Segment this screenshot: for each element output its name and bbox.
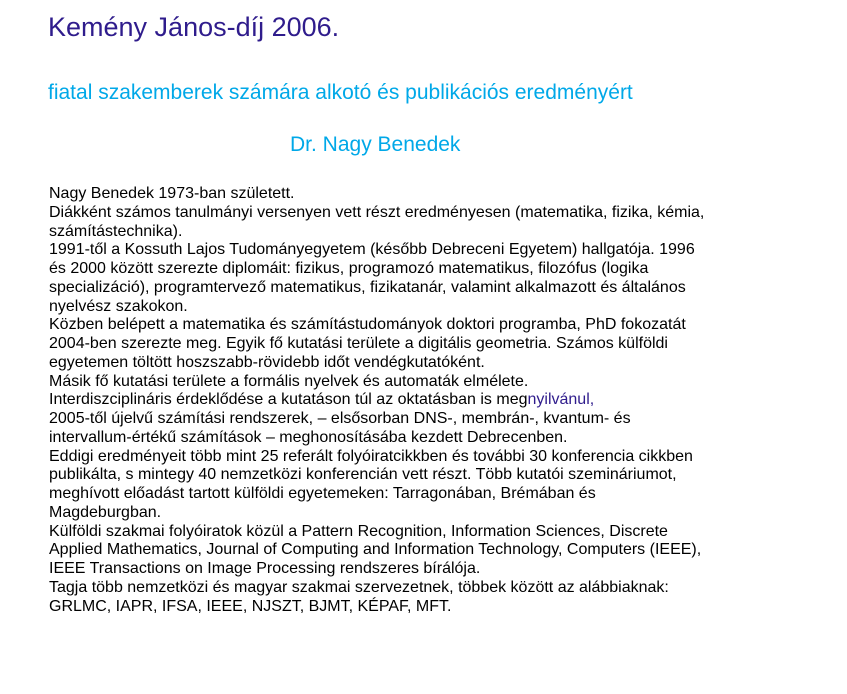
text-line: GRLMC, IAPR, IFSA, IEEE, NJSZT, BJMT, KÉPAF, MFT.	[49, 597, 452, 615]
text-line: 2005-től újelvű számítási rendszerek, – elsősorban DNS-, membrán-, kvantum- és	[49, 410, 631, 427]
text-line: Tagja több nemzetközi és magyar szakmai szervezetnek, többek között az alábbiaknak:	[49, 578, 669, 596]
text-line: Magdeburgban.	[49, 503, 162, 521]
text-line: specializáció), programtervező matematikus, fizikatanár, valamint alkalmazott és általános	[49, 278, 686, 296]
author-name: Dr. Nagy Benedek	[290, 133, 461, 156]
text-line: meghívott előadást tartott külföldi egyetemeken: Tarragonában, Brémában és	[49, 485, 596, 502]
text-line: 2004-ben szerezte meg. Egyik fő kutatási területe a digitális geometria. Számos külföldi	[49, 335, 668, 352]
text-line: Külföldi szakmai folyóiratok közül a Pattern Recognition, Information Sciences, Discrete	[49, 522, 668, 540]
text-span: Interdiszciplináris érdeklődése a kutatáson túl az oktatásban is meg	[49, 391, 528, 409]
highlighted-text: nyilvánul,	[527, 391, 595, 409]
page-title: Kemény János-díj 2006.	[48, 12, 340, 42]
text-line: Közben belépett a matematika és számítástudományok doktori programba, PhD fokozatát	[49, 316, 686, 334]
text-line: IEEE Transactions on Image Processing rendszeres bírálója.	[49, 560, 481, 577]
text-line: 1991-től a Kossuth Lajos Tudományegyetem (később Debreceni Egyetem) hallgatója. 1996	[49, 241, 695, 259]
text-line: Applied Mathematics, Journal of Computing and Information Technology, Computers (IEEE),	[49, 541, 702, 559]
text-line: publikálta, s mintegy 40 nemzetközi konferencián vett részt. Több kutatói szemináriumot,	[49, 466, 677, 484]
text-line: Eddigi eredményeit több mint 25 referált folyóiratcikkben és további 30 konferencia cikkben	[49, 447, 693, 465]
text-line: Diákként számos tanulmányi versenyen vett részt eredményesen (matematika, fizika, kémia,	[49, 203, 705, 221]
text-line: számítástechnika).	[49, 222, 183, 240]
text-line: egyetemen töltött hoszszabb-rövidebb időt vendégkutatóként.	[49, 353, 485, 371]
biography-text	[49, 185, 704, 616]
text-line: Nagy Benedek 1973-ban született.	[49, 185, 295, 202]
text-line	[49, 391, 704, 410]
page-subtitle: fiatal szakemberek számára alkotó és publikációs eredményért	[48, 81, 633, 104]
text-line: nyelvész szakokon.	[49, 297, 188, 315]
text-line: Másik fő kutatási területe a formális nyelvek és automaták elmélete.	[49, 372, 529, 390]
text-line: és 2000 között szerezte diplomáit: fizikus, programozó matematikus, filozófus (logika	[49, 260, 649, 277]
text-line: intervallum-értékű számítások – meghonosításába kezdett Debrecenben.	[49, 428, 568, 446]
